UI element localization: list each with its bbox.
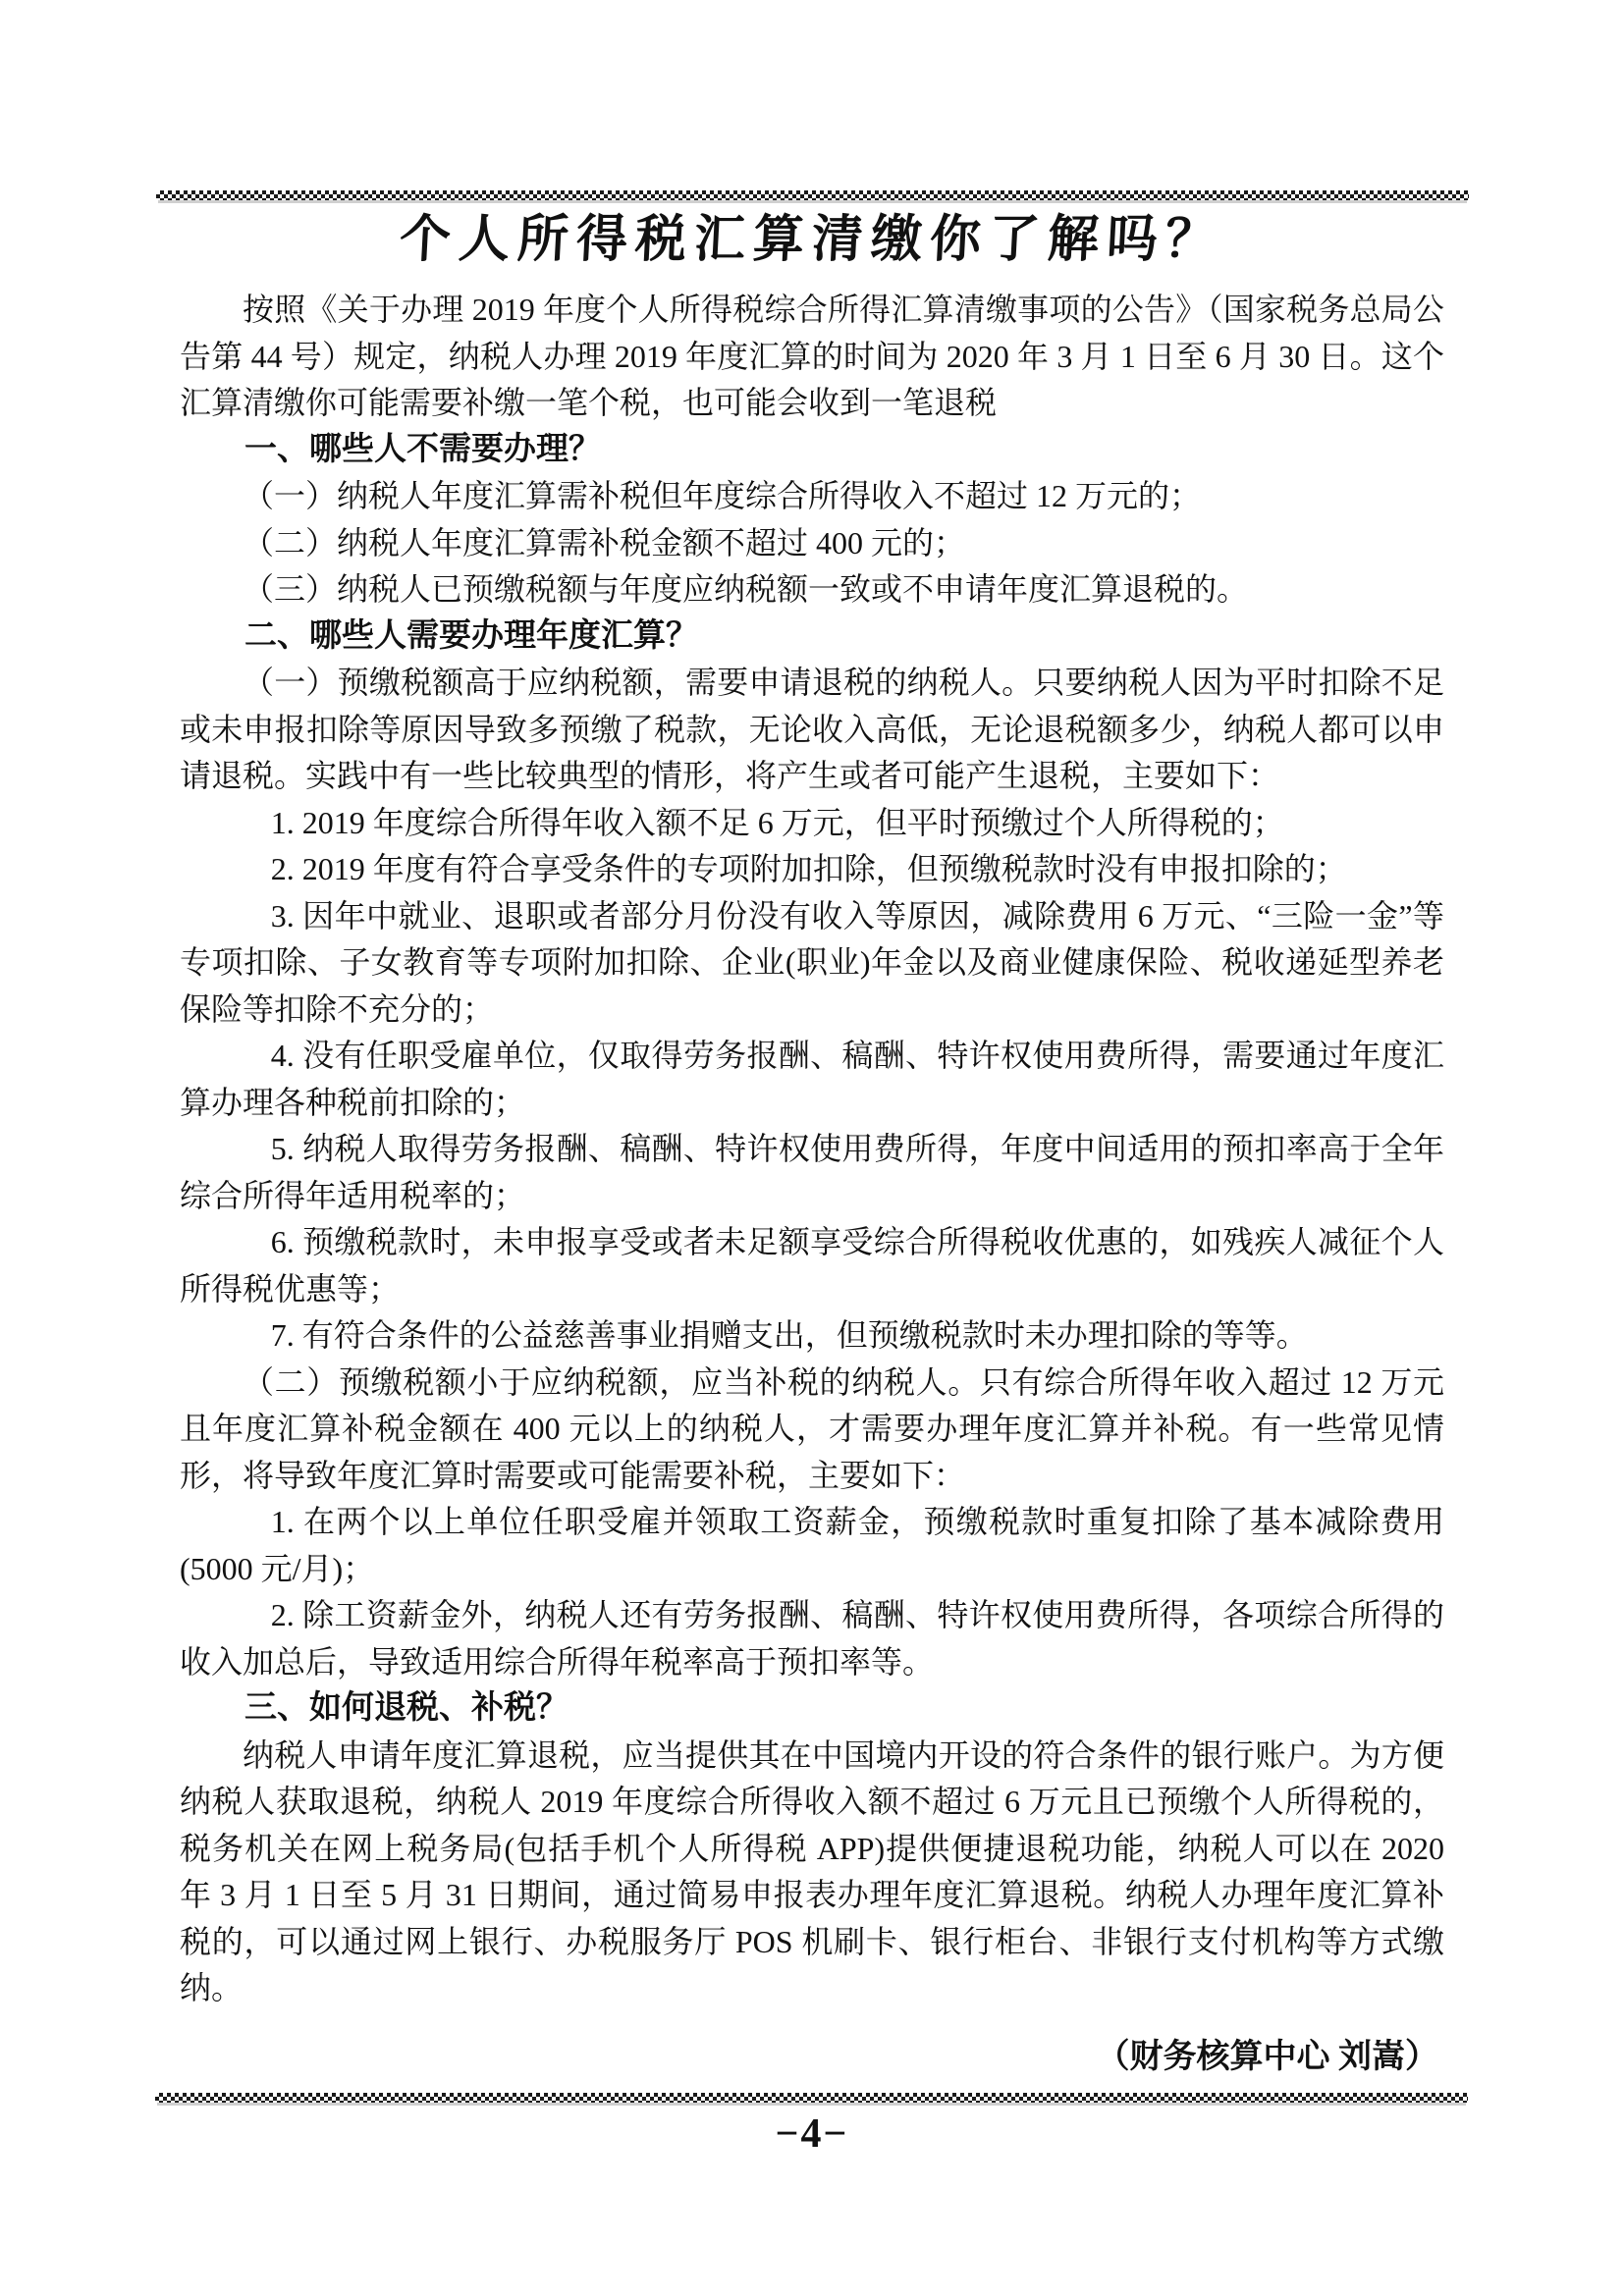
paragraph-intro: 按照《关于办理 2019 年度个人所得税综合所得汇算清缴事项的公告》（国家税务总局公告第 44 号）规定，纳税人办理 2019 年度汇算的时间为 2020 年 3 月 1 日至 6 月 30 日。这个汇算清缴你可能需要补缴一笔个税，也可能会收到一笔退税 (180, 292, 1444, 420)
numbered-item: 5. 纳税人取得劳务报酬、稿酬、特许权使用费所得，年度中间适用的预扣率高于全年综合所得年适用税率的； (180, 1131, 1444, 1213)
list-item: （一）纳税人年度汇算需补税但年度综合所得收入不超过 12 万元的； (243, 478, 1202, 513)
numbered-item: 6. 预缴税款时，未申报享受或者未足额享受综合所得税收优惠的，如残疾人减征个人所得税优惠等； (180, 1224, 1444, 1307)
paragraph: （一）预缴税额高于应纳税额，需要申请退税的纳税人。只要纳税人因为平时扣除不足或未申报扣除等原因导致多预缴了税款，无论收入高低，无论退税额多少，纳税人都可以申请退税。实践中有一些比较典型的情形，将产生或者可能产生退税，主要如下： (180, 665, 1444, 793)
decorative-rule-top (156, 190, 1469, 200)
numbered-item: 1. 在两个以上单位任职受雇并领取工资薪金，预缴税款时重复扣除了基本减除费用(5000 元/月)； (180, 1504, 1444, 1586)
paragraph-closing: 纳税人申请年度汇算退税，应当提供其在中国境内开设的符合条件的银行账户。为方便纳税人获取退税，纳税人 2019 年度综合所得收入额不超过 6 万元且已预缴个人所得税的，税务机关在网上税务局(包括手机个人所得税 APP)提供便捷退税功能，纳税人可以在 2020 年 3 月 1 日至 5 月 31 日期间，通过简易申报表办理年度汇算退税。纳税人办理年度汇算补税的，可以通过网上银行、办税服务厅 POS 机刷卡、银行柜台、非银行支付机构等方式缴纳。 (180, 1736, 1444, 2005)
numbered-item: 4. 没有任职受雇单位，仅取得劳务报酬、稿酬、特许权使用费所得，需要通过年度汇算办理各种税前扣除的； (180, 1038, 1444, 1120)
paragraph: （二）预缴税额小于应纳税额，应当补税的纳税人。只有综合所得年收入超过 12 万元且年度汇算补税金额在 400 元以上的纳税人，才需要办理年度汇算并补税。有一些常见情形，将导致年度汇算时需要或可能需要补税，主要如下： (180, 1363, 1444, 1493)
list-item: （二）纳税人年度汇算需补税金额不超过 400 元的； (243, 524, 966, 561)
section-heading-2: 二、哪些人需要办理年度汇算？ (244, 617, 698, 654)
decorative-rule-bottom (155, 2093, 1468, 2103)
page-number: −4− (775, 2111, 849, 2157)
numbered-item: 2. 2019 年度有符合享受条件的专项附加扣除，但预缴税款时没有申报扣除的； (270, 851, 1347, 886)
section-heading-3: 三、如何退税、补税？ (244, 1690, 568, 1726)
page-title: 个人所得税汇算清缴你了解吗？ (398, 212, 1226, 268)
section-heading-1: 一、哪些人不需要办理？ (244, 431, 601, 467)
numbered-item: 3. 因年中就业、退职或者部分月份没有收入等原因，减除费用 6 万元、“三险一金”等专项扣除、子女教育等专项附加扣除、企业(职业)年金以及商业健康保险、税收递延型养老保险等扣除不充分的； (180, 897, 1444, 1027)
document-body (180, 287, 1444, 2080)
signature: （财务核算中心 刘嵩） (1096, 2038, 1438, 2075)
numbered-item: 7. 有符合条件的公益慈善事业捐赠支出，但预缴税款时未办理扣除的等等。 (270, 1317, 1308, 1353)
numbered-item: 1. 2019 年度综合所得年收入额不足 6 万元，但平时预缴过个人所得税的； (270, 804, 1284, 840)
numbered-item: 2. 除工资薪金外，纳税人还有劳务报酬、稿酬、特许权使用费所得，各项综合所得的收入加总后，导致适用综合所得年税率高于预扣率等。 (180, 1597, 1444, 1680)
list-item: （三）纳税人已预缴税额与年度应纳税额一致或不申请年度汇算退税的。 (243, 571, 1249, 607)
